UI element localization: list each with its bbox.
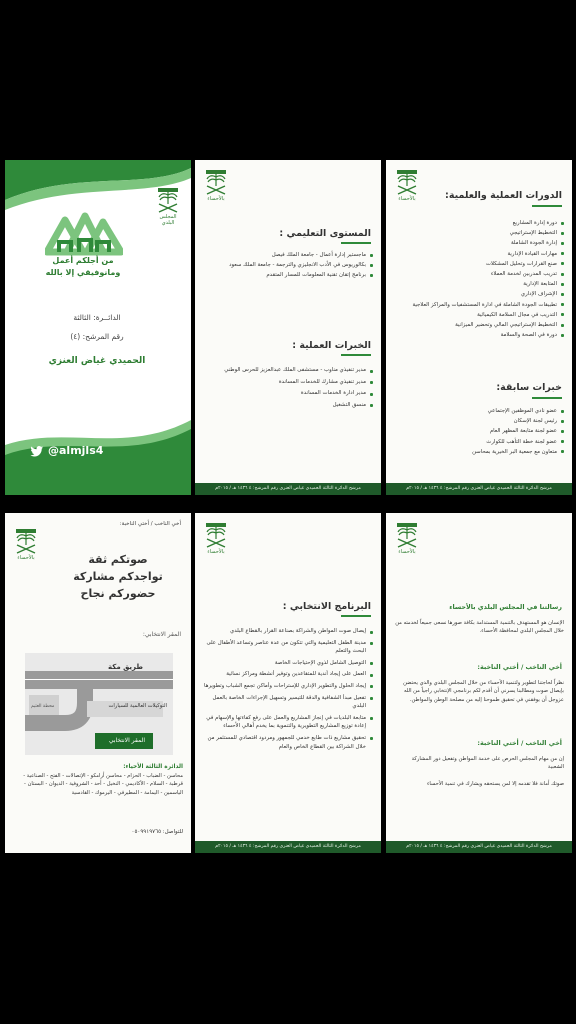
hq-label: المقر الانتخابي xyxy=(108,737,145,744)
list-item: برنامج إتقان تقنية المعلومات للمسار المتقدم xyxy=(201,270,373,280)
list-item: عضو لجنة متابعة المظهر العام xyxy=(392,426,564,436)
district-text: الدائــرة: الثالثة xyxy=(73,313,121,322)
list-item: مهارات القيادة الإدارية xyxy=(392,249,564,259)
program-title: البرنامج الانتخابي : xyxy=(282,601,371,612)
neighborhoods-block xyxy=(13,763,183,797)
logo xyxy=(394,521,420,555)
list-item: تفعيل مبدأ الشفافية والدقة للتيسير وتسهيل الإجراءات الخاصة بالعمل البلدي xyxy=(201,694,373,711)
neighborhoods-text: محاسن - الضباب - الحزام - محاسن أرامكو - الإتصالات - الفتح - الصناعية - قرطبة - السلام - الأكاديمي - النخيل - أحد - الشروفية - الديوان - البستان - الياسمين - اليمامة - المطيرفي - اليرموك - القادسية xyxy=(23,772,183,796)
title-underline xyxy=(341,615,371,617)
page-footer: مرشح الدائرة الثالثة الحميدي غياض العنزي رقم المرشح: ٤ ١٤٣٦ هـ / ٢٠١٥م xyxy=(195,483,381,495)
palm-crown-swords-emblem-icon xyxy=(155,186,181,214)
education-list xyxy=(201,250,373,281)
list-item: مدير ادارة الخدمات المساندة xyxy=(201,389,373,398)
list-item: منسق التشغيل xyxy=(201,401,373,410)
brochure-cover-page xyxy=(5,160,191,495)
station-label: محطة العثيم xyxy=(31,704,55,709)
list-item: التخطيط الإستراتيجي xyxy=(392,228,564,238)
courses-list xyxy=(392,218,564,340)
list-item: العمل على إيجاد أندية للمتقاعدين وتوفير أنشطة ومراكز نسائية xyxy=(201,670,373,679)
message-paragraph: الإنسان هو المستهدف بالتنمية المستدامة بكافة صورها نسعى جميعاً لخدمته من خلال المجلس البلدي لمحافظة الأحساء. xyxy=(395,620,564,635)
title-underline xyxy=(341,242,371,244)
list-item: بكالوريوس في الأدب الانجليزي والترجمة - جامعة الملك سعود xyxy=(201,260,373,270)
candidate-number-text: رقم المرشح: (٤) xyxy=(70,332,124,341)
list-item: متعاون مع جمعية البر الخيرية بمحاسن xyxy=(392,447,564,457)
municipal-council-logo xyxy=(155,186,181,226)
list-item: ماجستير إدارة أعمال - جامعة الملك فيصل xyxy=(201,250,373,260)
previous-experience-title: خبرات سابقة: xyxy=(496,382,562,393)
voter-paragraph: نظراً لحاجتنا لتطوير ولتنمية الأحساء من خلال المجلس البلدي والذي يحتضن بإيصال صوت ومطالبنا يسرني أن أقدم لكم برنامجي الإنتخابي راجياً من الله عزوجل أن يوفقني في تحقيق طموحنا إليه من مصلحة الوطن والمواطن. xyxy=(403,680,564,703)
logo-caption: بالأحساء xyxy=(398,549,416,555)
list-item: متابعة البلديات في إنجاز المشاريع والعمل على رفع كفاءتها والإسهام في إعادة توزيع المشاريع التطويرية والتنموية بما يخدم أهالي الأحساء xyxy=(201,714,373,731)
motto-line-2: تواجدكم مشاركة xyxy=(73,570,163,583)
duty-text: إن من مهام المجلس الحرص على خدمة المواطن وتفعيل دور المشاركة الشعبية xyxy=(411,756,564,771)
list-item: مدير تنفيذي مناوب - مستشفى الملك عبدالعزيز للحرس الوطني xyxy=(201,366,373,375)
list-item: تحقيق مشاريع ذات طابع خدمي للجمهور ومردود اقتصادي للمستثمر من خلال الشراكة بين القطاع الخاص والعام xyxy=(201,734,373,751)
twitter-handle[interactable] xyxy=(30,444,103,457)
program-list xyxy=(201,627,373,754)
palm-crown-swords-emblem-icon xyxy=(203,168,229,196)
list-item: إيصال صوت المواطن والشراكة بصناعة القرار بالقطاع البلدي xyxy=(201,627,373,636)
list-item: التدريب في مجال السلامة الكيميائية xyxy=(392,310,564,320)
education-experience-page xyxy=(195,160,381,495)
list-item: التخطيط الإستراتيجي المالي وتحضير الميزانية xyxy=(392,320,564,330)
palm-crown-swords-emblem-icon xyxy=(13,527,39,555)
logo xyxy=(203,168,229,202)
voter-greeting-title: أخي الناخب / أختي الناخبة: xyxy=(477,663,562,671)
courses-page xyxy=(386,160,572,495)
previous-experience-list xyxy=(392,406,564,457)
palm-crown-swords-emblem-icon xyxy=(394,521,420,549)
palm-crown-swords-emblem-icon xyxy=(203,521,229,549)
twitter-handle-text: @almjls4 xyxy=(48,444,104,457)
list-item: صنع القرارات وتحليل المشكلات xyxy=(392,259,564,269)
title-underline xyxy=(532,397,562,399)
slogan-line-1: من أجلكم أعمل xyxy=(52,256,114,265)
page-footer: مرشح الدائرة الثالثة الحميدي غياض العنزي رقم المرشح: ٤ ١٤٣٦ هـ / ٢٠١٥م xyxy=(195,841,381,853)
council-duty-paragraph xyxy=(394,755,564,788)
contact-text[interactable]: للتواصل: ٠٥٠٩٩١٩٧٦٥ xyxy=(131,829,183,835)
list-item: دورة في الصحة والسلامة xyxy=(392,330,564,340)
title-underline xyxy=(341,354,371,356)
agencies-label: التوكيلات العالمية للسيارات xyxy=(108,703,167,709)
list-item: الإشراف الإداري xyxy=(392,289,564,299)
logo xyxy=(203,521,229,555)
vote-trust-text: صوتك أمانة فلا تقدمه إلا لمن يستحقه ويشارك في تنمية الأحساء xyxy=(426,780,564,787)
logo-caption: بالأحساء xyxy=(398,196,416,202)
list-item: إيجاد الحلول والتطوير الإداري للإستراحات وأماكن تجمع الشباب وتطويرها xyxy=(201,682,373,691)
logo xyxy=(394,168,420,202)
title-underline xyxy=(532,205,562,207)
voter-greeting-title-2: أخي الناخب / أختي الناخبة: xyxy=(477,739,562,747)
list-item: التوصيل الشامل لذوي الإحتياجات الخاصة xyxy=(201,659,373,668)
neighborhoods-title: الدائرة الثالثة الأحياء: xyxy=(123,764,183,770)
courses-title: الدورات العملية والعلمية: xyxy=(445,190,562,201)
page-footer: مرشح الدائرة الثالثة الحميدي غياض العنزي رقم المرشح: ٤ ١٤٣٦ هـ / ٢٠١٥م xyxy=(386,483,572,495)
palm-crown-swords-emblem-icon xyxy=(394,168,420,196)
list-item: المتابعة الإدارية xyxy=(392,279,564,289)
motto-line-1: صوتكم ثقة xyxy=(88,553,148,566)
logo-caption: بالأحساء xyxy=(207,196,225,202)
road-label: طريق مكة xyxy=(108,663,143,671)
hq-title: المقر الانتخابي: xyxy=(142,631,181,638)
list-item: إدارة الجودة الشاملة xyxy=(392,238,564,248)
slogan xyxy=(35,255,131,279)
list-item: مدير تنفيذي مشارك للخدمات المساندة xyxy=(201,378,373,387)
experience-list xyxy=(201,366,373,412)
slogan-line-2: ومانوفيقي إلا بالله xyxy=(45,268,121,277)
education-title: المستوى التعليمي : xyxy=(279,228,371,239)
message-page xyxy=(386,513,572,853)
list-item: مدينة الطفل التعليمية والتي تتكون من عدة عناصر وتساعد الأطفال على البحث والتعلم xyxy=(201,639,373,656)
logo-caption: المجلس البلدي xyxy=(159,214,177,226)
list-item: عضو نادي الموظفين الإجتماعي xyxy=(392,406,564,416)
list-item: تطبيقات الجودة الشاملة في ادارة المستشفيات والمراكز العلاجية xyxy=(392,300,564,310)
logo xyxy=(13,527,39,561)
list-item: عضو لجنة خطة التأهب للكوارث xyxy=(392,437,564,447)
voting-invitation-page xyxy=(5,513,191,853)
motto-line-3: حضوركم نجاح xyxy=(80,587,156,600)
experience-title: الخبرات العملية : xyxy=(292,340,371,351)
message-title: رسالتنا في المجلس البلدي بالأحساء xyxy=(449,603,562,611)
logo-caption: بالأحساء xyxy=(207,549,225,555)
electoral-program-page xyxy=(195,513,381,853)
list-item: دورة إدارة المشاريع xyxy=(392,218,564,228)
logo-caption: بالأحساء xyxy=(17,555,35,561)
candidate-name: الحميدي غياض العنزي xyxy=(48,356,146,366)
motto-block xyxy=(63,551,173,602)
page-footer: مرشح الدائرة الثالثة الحميدي غياض العنزي رقم المرشح: ٤ ١٤٣٦ هـ / ٢٠١٥م xyxy=(386,841,572,853)
greeting-text: أخي الناخب / أختي الناخبة: xyxy=(119,521,181,527)
twitter-bird-icon xyxy=(30,446,44,457)
list-item: تدريب المدربين لخدمة العملاء xyxy=(392,269,564,279)
list-item: رئيس لجنة الإسكان xyxy=(392,416,564,426)
